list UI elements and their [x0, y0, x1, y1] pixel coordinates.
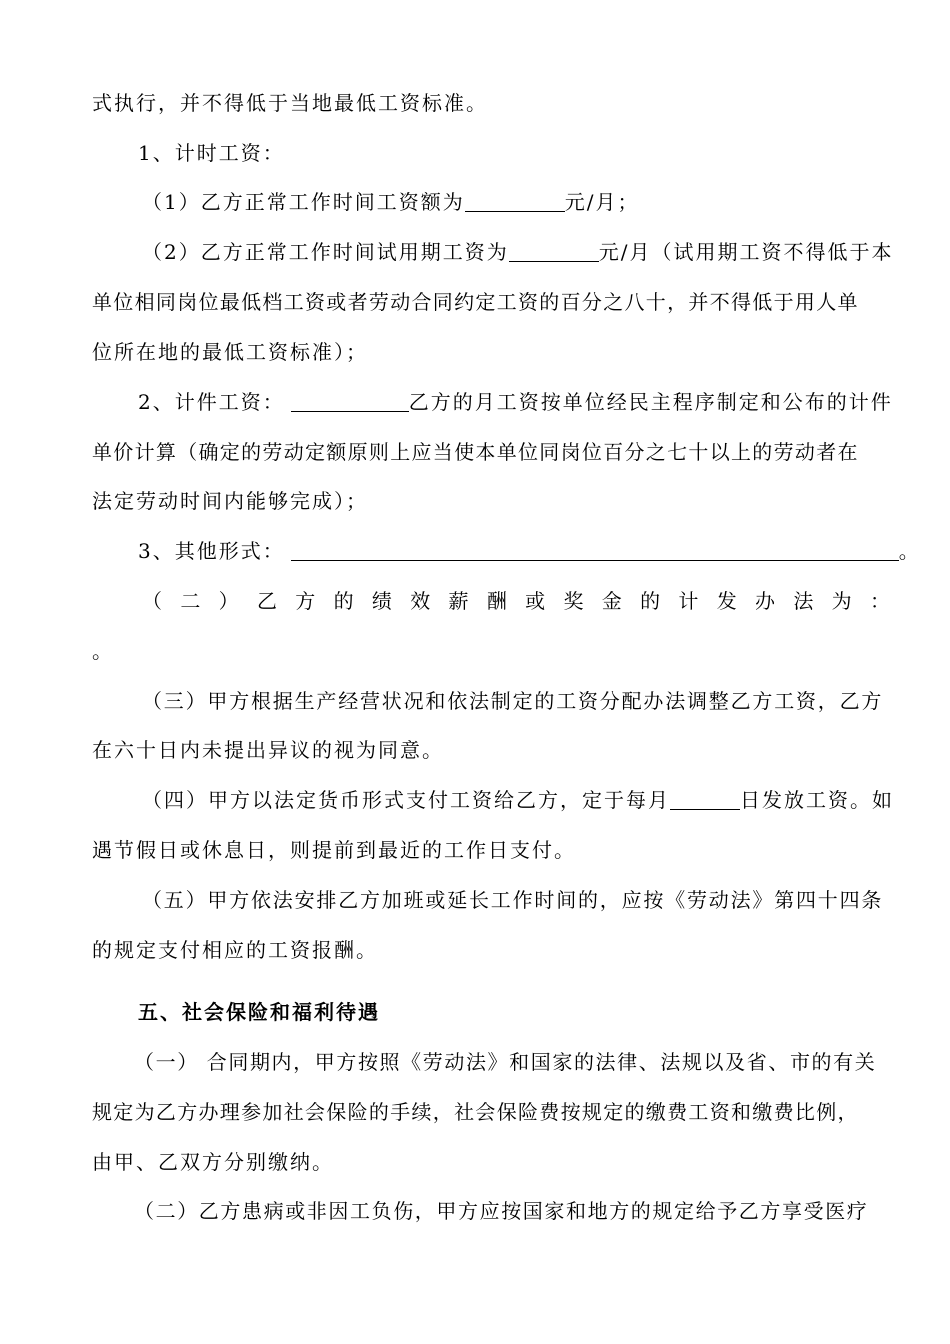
text-character: 或	[525, 589, 546, 613]
fill-blank[interactable]	[670, 789, 740, 810]
text-character: 办	[755, 589, 775, 613]
text-line: 单位相同岗位最低档工资或者劳动合同约定工资的百分之八十，并不得低于用人单	[92, 290, 859, 314]
text-character: 法	[793, 589, 814, 613]
text-segment: 日发放工资。如	[740, 788, 894, 812]
text-line-pay-date	[142, 787, 902, 813]
text-character: 奖	[563, 589, 584, 613]
text-character: 发	[716, 589, 737, 613]
text-line-bonus-method	[142, 588, 890, 614]
text-segment: （四）甲方以法定货币形式支付工资给乙方，定于每月	[142, 788, 670, 812]
text-line: 的规定支付相应的工资报酬。	[92, 938, 378, 962]
text-line: 。	[92, 639, 114, 663]
text-line: 式执行，并不得低于当地最低工资标准。	[92, 91, 488, 115]
text-character: 的	[640, 589, 661, 613]
text-character: 金	[601, 589, 622, 613]
text-line: 遇节假日或休息日，则提前到最近的工作日支付。	[92, 838, 576, 862]
text-character: 为	[831, 589, 852, 613]
text-line-probation-wage	[142, 239, 902, 265]
text-character: 绩	[371, 589, 392, 613]
text-line: 在六十日内未提出异议的视为同意。	[92, 738, 444, 762]
text-character: 计	[678, 589, 699, 613]
text-character: 效	[410, 589, 431, 613]
text-segment: （2）乙方正常工作时间试用期工资为	[142, 240, 509, 264]
fill-blank[interactable]	[465, 191, 565, 212]
text-character: 酬	[486, 589, 507, 613]
text-line: 规定为乙方办理参加社会保险的手续，社会保险费按规定的缴费工资和缴费比例，	[92, 1100, 859, 1124]
text-line-wage-amount	[142, 189, 902, 215]
text-character: 方	[295, 589, 316, 613]
text-segment: 元/月（试用期工资不得低于本	[598, 240, 894, 264]
text-line: 位所在地的最低工资标准）；	[92, 340, 368, 364]
fill-blank[interactable]	[509, 241, 599, 262]
text-line: 1、计时工资：	[138, 141, 285, 165]
text-line-piece-wage	[138, 389, 902, 415]
text-character: （	[142, 589, 162, 613]
text-segment: （1）乙方正常工作时间工资额为	[142, 190, 465, 214]
text-line: 法定劳动时间内能够完成）；	[92, 489, 368, 513]
text-line-other-form	[138, 538, 938, 564]
text-segment: 。	[898, 539, 921, 563]
text-segment: 元/月；	[564, 190, 640, 214]
text-line: （二）乙方患病或非因工负伤，甲方应按国家和地方的规定给予乙方享受医疗	[134, 1199, 869, 1223]
text-character: 的	[333, 589, 354, 613]
text-line: 单价计算（确定的劳动定额原则上应当使本单位同岗位百分之七十以上的劳动者在	[92, 440, 859, 464]
text-character: 乙	[256, 589, 277, 613]
text-line: （五）甲方依法安排乙方加班或延长工作时间的，应按《劳动法》第四十四条	[142, 888, 884, 912]
section-heading: 五、社会保险和福利待遇	[138, 1000, 380, 1024]
text-character: ：	[869, 589, 890, 613]
fill-blank[interactable]	[291, 391, 409, 412]
text-segment: 乙方的月工资按单位经民主程序制定和公布的计件	[408, 390, 893, 414]
fill-blank[interactable]	[291, 540, 899, 561]
text-character: 二	[180, 589, 201, 613]
text-line: 由甲、乙双方分别缴纳。	[92, 1150, 334, 1174]
text-segment: 3、其他形式：	[138, 539, 285, 563]
text-line: （三）甲方根据生产经营状况和依法制定的工资分配办法调整乙方工资，乙方	[142, 689, 884, 713]
text-character: 薪	[448, 589, 469, 613]
text-segment: 2、计件工资：	[138, 390, 285, 414]
text-character: ）	[218, 589, 239, 613]
text-line: （一） 合同期内，甲方按照《劳动法》和国家的法律、法规以及省、市的有关	[134, 1050, 877, 1074]
